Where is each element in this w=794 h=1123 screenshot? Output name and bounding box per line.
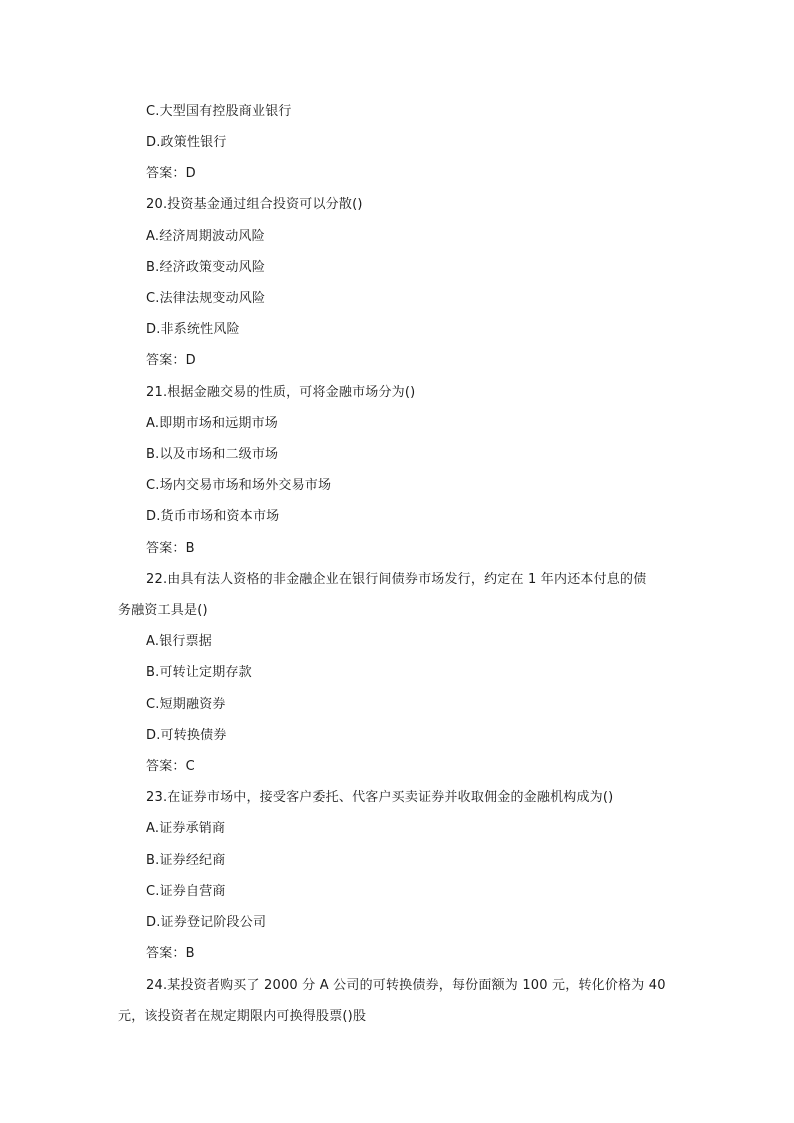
option-c-q19: C.大型国有控股商业银行: [146, 104, 292, 119]
question-22-line2: 务融资工具是(): [118, 603, 208, 618]
option-a-q22: A.银行票据: [146, 634, 212, 649]
option-d-q23: D.证券登记阶段公司: [146, 915, 267, 930]
option-d-q19: D.政策性银行: [146, 135, 227, 150]
question-23: 23.在证券市场中，接受客户委托、代客户买卖证券并收取佣金的金融机构成为(): [146, 790, 614, 805]
answer-q22: 答案：C: [146, 759, 195, 774]
answer-q23: 答案：B: [146, 946, 195, 961]
answer-q19: 答案：D: [146, 166, 196, 181]
option-b-q21: B.以及市场和二级市场: [146, 447, 279, 462]
question-20: 20.投资基金通过组合投资可以分散(): [146, 197, 363, 212]
option-d-q21: D.货币市场和资本市场: [146, 509, 280, 524]
option-c-q23: C.证券自营商: [146, 884, 226, 899]
option-c-q20: C.法律法规变动风险: [146, 291, 266, 306]
answer-q20: 答案：D: [146, 353, 196, 368]
option-a-q23: A.证券承销商: [146, 821, 226, 836]
option-c-q22: C.短期融资券: [146, 697, 226, 712]
option-d-q20: D.非系统性风险: [146, 322, 240, 337]
option-b-q23: B.证券经纪商: [146, 853, 226, 868]
option-a-q20: A.经济周期波动风险: [146, 229, 265, 244]
question-22-line1: 22.由具有法人资格的非金融企业在银行间债券市场发行，约定在 1 年内还本付息的债: [146, 572, 647, 587]
answer-q21: 答案：B: [146, 541, 195, 556]
question-24-line2: 元，该投资者在规定期限内可换得股票()股: [118, 1009, 367, 1024]
option-b-q20: B.经济政策变动风险: [146, 260, 266, 275]
question-24-line1: 24.某投资者购买了 2000 分 A 公司的可转换债券，每份面额为 100 元，转化价格为 40: [146, 978, 666, 993]
option-d-q22: D.可转换债券: [146, 728, 227, 743]
option-b-q22: B.可转让定期存款: [146, 665, 252, 680]
option-c-q21: C.场内交易市场和场外交易市场: [146, 478, 332, 493]
question-21: 21.根据金融交易的性质，可将金融市场分为(): [146, 385, 416, 400]
option-a-q21: A.即期市场和远期市场: [146, 416, 278, 431]
